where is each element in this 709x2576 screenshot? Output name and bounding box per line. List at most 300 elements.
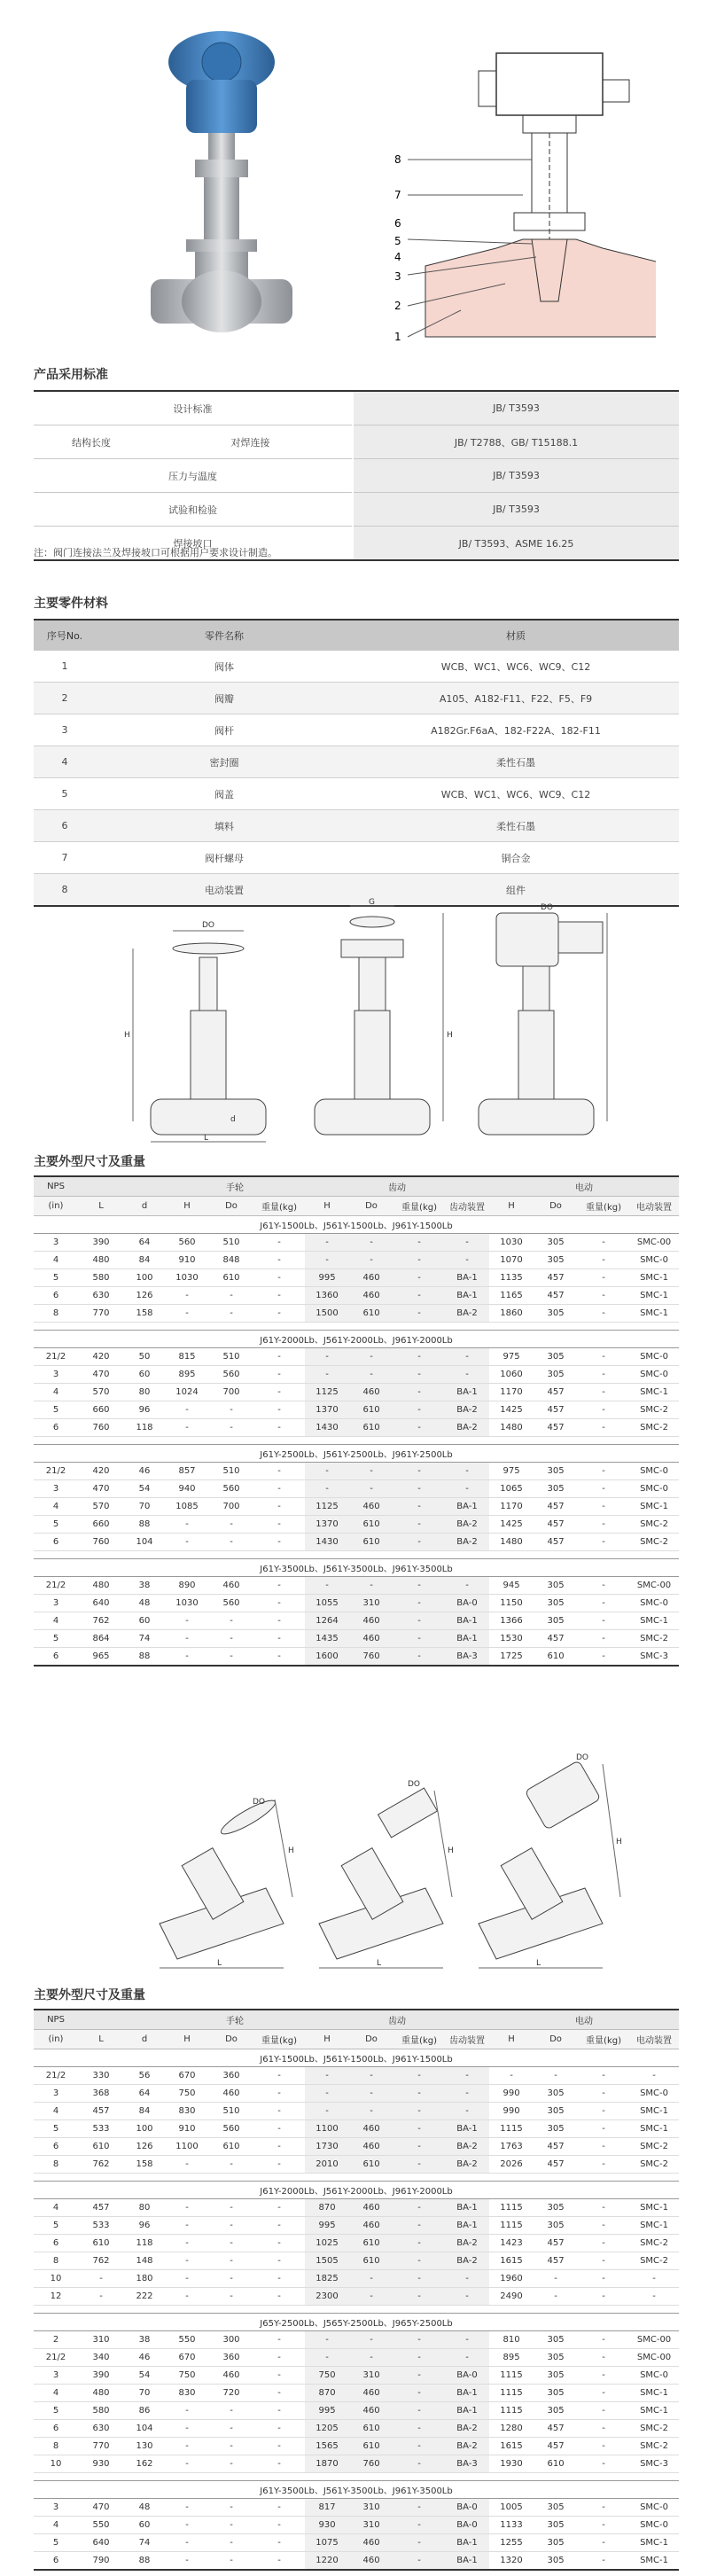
dims-cell: 1205 [305, 2420, 349, 2438]
dims-cell: 1320 [489, 2552, 534, 2571]
dims-cell: 480 [78, 1577, 124, 1595]
dims-cell: 305 [534, 1348, 578, 1366]
dims-cell: - [209, 2270, 253, 2288]
dims-cell: 610 [78, 2235, 124, 2252]
dims-cell: - [253, 2438, 305, 2455]
diagram-label-4: 4 [394, 251, 401, 263]
dims-cell: 158 [124, 1305, 165, 1323]
dims-cell: 1423 [489, 2235, 534, 2252]
dims-cell: 895 [489, 2349, 534, 2367]
dims-cell: - [578, 1305, 629, 1323]
diagram-label-1: 1 [394, 331, 401, 343]
dims-header: H [165, 1197, 209, 1216]
dims-cell: - [629, 2288, 679, 2306]
dims-cell: 460 [349, 2217, 393, 2235]
dims-cell: - [253, 1305, 305, 1323]
dims-cell: BA-2 [445, 1305, 489, 1323]
materials-row [34, 842, 679, 874]
dims-cell: SMC-0 [629, 1595, 679, 1612]
dims-cell: 610 [349, 2420, 393, 2438]
materials-header: 材质 [353, 620, 679, 651]
dims-cell: - [253, 2385, 305, 2402]
dims-cell: - [393, 2534, 445, 2552]
dims-cell: 4 [34, 1498, 78, 1516]
dims-header: 重量(kg) [253, 2030, 305, 2049]
dims-cell: 457 [534, 2156, 578, 2174]
dims-cell: 48 [124, 2499, 165, 2517]
dims-row [34, 2499, 679, 2517]
dims-cell: - [253, 2420, 305, 2438]
dims-cell: - [578, 1595, 629, 1612]
dims-row [34, 2252, 679, 2270]
dims-cell: - [445, 1348, 489, 1366]
dims-cell: 305 [534, 2517, 578, 2534]
dims-cell: 10 [34, 2455, 78, 2473]
dims-cell: 100 [124, 2120, 165, 2138]
dims-cell: - [253, 2402, 305, 2420]
dims-cell: 890 [165, 1577, 209, 1595]
materials-cell: A182Gr.F6aA、182-F22A、182-F11 [353, 714, 679, 746]
dims1-title: 主要外型尺寸及重量 [34, 1155, 145, 1169]
dims-cell: - [629, 2270, 679, 2288]
dims-cell: 2300 [305, 2288, 349, 2306]
dims-cell: 310 [78, 2331, 124, 2349]
dims-gap-row [34, 2473, 679, 2481]
dims-cell: BA-0 [445, 2499, 489, 2517]
standards-value: JB/ T3593、ASME 16.25 [353, 527, 679, 561]
dims-cell: - [253, 1498, 305, 1516]
dims-row [34, 2138, 679, 2156]
dims-cell: - [578, 1648, 629, 1667]
dims-row [34, 1480, 679, 1498]
dims-cell: BA-2 [445, 2235, 489, 2252]
standards-row [34, 391, 679, 425]
dims-row [34, 1234, 679, 1252]
standards-label: 压力与温度 [34, 459, 353, 493]
dims-cell: 460 [349, 2552, 393, 2571]
standards-value: JB/ T2788、GB/ T15188.1 [353, 425, 679, 459]
dims-cell: 750 [165, 2367, 209, 2385]
dims-cell: 1430 [305, 1534, 349, 1551]
dims-header: (in) [34, 1197, 78, 1216]
dims-cell: 1115 [489, 2199, 534, 2217]
dims-cell: 305 [534, 2349, 578, 2367]
dims-cell: - [578, 1366, 629, 1384]
dims-cell: - [305, 1463, 349, 1480]
y-label-h1: H [288, 1846, 294, 1855]
dims-gap-row [34, 2306, 679, 2314]
materials-row [34, 683, 679, 714]
dims-cell: - [165, 2517, 209, 2534]
dims-cell: BA-2 [445, 2438, 489, 2455]
dims-cell: 470 [78, 1480, 124, 1498]
dims-cell: 460 [349, 1612, 393, 1630]
dims-cell: - [534, 2288, 578, 2306]
dims-cell: 118 [124, 1419, 165, 1437]
dims-cell: 770 [78, 1305, 124, 1323]
dims-cell: BA-1 [445, 1269, 489, 1287]
materials-cell: 阀杆 [96, 714, 353, 746]
dims-cell: SMC-2 [629, 1419, 679, 1437]
dims-group-header-row [34, 1176, 679, 1197]
dims-cell: 6 [34, 1648, 78, 1667]
dims-cell: - [445, 2103, 489, 2120]
dims-cell: SMC-0 [629, 2499, 679, 2517]
dims-cell: SMC-00 [629, 2349, 679, 2367]
dims-cell: 510 [209, 1348, 253, 1366]
dims-cell: 460 [349, 2385, 393, 2402]
dims-cell: 1360 [305, 1287, 349, 1305]
dims-gap-row [34, 1323, 679, 1331]
dims-cell: - [253, 2156, 305, 2174]
standards-table [34, 390, 679, 561]
dims-cell: - [393, 1305, 445, 1323]
materials-cell: 组件 [353, 874, 679, 907]
dims-cell: BA-1 [445, 1612, 489, 1630]
dims-cell: BA-1 [445, 2120, 489, 2138]
dims-cell: 3 [34, 1366, 78, 1384]
dims-cell: - [578, 1419, 629, 1437]
dims-cell: - [578, 2552, 629, 2571]
dims-cell: - [578, 1269, 629, 1287]
dims-cell: 5 [34, 1516, 78, 1534]
dims-cell: 1150 [489, 1595, 534, 1612]
dims-cell: SMC-2 [629, 2156, 679, 2174]
dims-cell: - [209, 2420, 253, 2438]
dims-cell: - [253, 2138, 305, 2156]
dims-cell: 310 [349, 2499, 393, 2517]
dims-row [34, 2288, 679, 2306]
dims-cell: - [393, 1401, 445, 1419]
dims-cell: - [253, 2103, 305, 2120]
dims-cell: SMC-1 [629, 1305, 679, 1323]
dims-cell: 305 [534, 2385, 578, 2402]
dims-cell: - [253, 2455, 305, 2473]
dims-cell: 460 [349, 1269, 393, 1287]
dims-cell: 1480 [489, 1419, 534, 1437]
dims-cell: - [393, 2499, 445, 2517]
dims-cell: 930 [305, 2517, 349, 2534]
dims-row [34, 2199, 679, 2217]
dims-cell: 180 [124, 2270, 165, 2288]
mid-label-h2: H [447, 1031, 453, 1040]
dims-cell: 810 [489, 2331, 534, 2349]
dims-header: L [78, 1197, 124, 1216]
dims-cell: - [253, 2349, 305, 2367]
dims-cell: 74 [124, 1630, 165, 1648]
dims-cell: - [578, 1498, 629, 1516]
dims-cell: - [393, 1287, 445, 1305]
dims-cell: 1860 [489, 1305, 534, 1323]
dims-cell: - [165, 2455, 209, 2473]
dims-cell: - [629, 2067, 679, 2085]
dims-cell: - [393, 2455, 445, 2473]
dims-cell: 1025 [305, 2235, 349, 2252]
dims-cell: - [445, 1463, 489, 1480]
dims-cell: 305 [534, 1463, 578, 1480]
dims-cell: 610 [349, 1305, 393, 1323]
dims-cell: - [578, 1480, 629, 1498]
dims-cell: 610 [209, 1269, 253, 1287]
dims-cell: - [165, 1612, 209, 1630]
dims-cell: 700 [209, 1384, 253, 1401]
dims-cell: - [393, 1419, 445, 1437]
dims-cell: 74 [124, 2534, 165, 2552]
dims-cell: - [253, 2331, 305, 2349]
dims-cell: SMC-1 [629, 2552, 679, 2571]
dims-cell: 6 [34, 1534, 78, 1551]
dims-group-header: NPS [34, 1176, 78, 1197]
dims-cell: 610 [349, 1401, 393, 1419]
dims-cell: 54 [124, 1480, 165, 1498]
dims-cell: 1370 [305, 1401, 349, 1419]
dims-cell: 21/2 [34, 1463, 78, 1480]
dims-group-header: 齿动 [305, 1176, 489, 1197]
dims-group-header [124, 2010, 165, 2030]
dims-cell: 857 [165, 1463, 209, 1480]
dims-row [34, 1498, 679, 1516]
dims-cell: - [489, 2067, 534, 2085]
dims-cell: 305 [534, 2120, 578, 2138]
dims-cell: SMC-1 [629, 2103, 679, 2120]
dims-cell: - [578, 2331, 629, 2349]
dims-cell: - [165, 2217, 209, 2235]
dims-cell: 84 [124, 2103, 165, 2120]
dims-cell: 560 [165, 1234, 209, 1252]
dims-cell: 457 [534, 1498, 578, 1516]
dims-header: 重量(kg) [578, 1197, 629, 1216]
materials-cell: 4 [34, 746, 96, 778]
materials-cell: 3 [34, 714, 96, 746]
dims-cell: 762 [78, 1612, 124, 1630]
dims-cell: BA-1 [445, 2534, 489, 2552]
dims-cell: 162 [124, 2455, 165, 2473]
materials-cell: 2 [34, 683, 96, 714]
materials-cell: 阀盖 [96, 778, 353, 810]
dims-cell: - [393, 2252, 445, 2270]
dims-cell: 5 [34, 2217, 78, 2235]
standards-label: 设计标准 [34, 391, 353, 425]
dims-cell: BA-2 [445, 1534, 489, 1551]
materials-cell: WCB、WC1、WC6、WC9、C12 [353, 651, 679, 683]
dims-cell: 670 [165, 2349, 209, 2367]
dims-cell: SMC-00 [629, 1234, 679, 1252]
dims-cell: 610 [349, 2438, 393, 2455]
dims-cell: 6 [34, 2420, 78, 2438]
dims-cell: 305 [534, 1234, 578, 1252]
dims-cell: 96 [124, 2217, 165, 2235]
dims-cell: 457 [534, 2438, 578, 2455]
dims-cell: 21/2 [34, 1577, 78, 1595]
dims-gap-row [34, 1437, 679, 1445]
dims-row [34, 2103, 679, 2120]
dims-cell: - [253, 1516, 305, 1534]
dims-series-label: J61Y-1500Lb、J561Y-1500Lb、J961Y-1500Lb [34, 1216, 679, 1234]
dims-cell: - [393, 2217, 445, 2235]
dims-cell: 610 [209, 2138, 253, 2156]
dims-cell: 305 [534, 1252, 578, 1269]
dims-header: H [489, 1197, 534, 1216]
dims-cell: - [393, 1384, 445, 1401]
dims-cell: BA-0 [445, 2367, 489, 2385]
mid-label-l: L [204, 1134, 209, 1143]
dims-cell: - [393, 2156, 445, 2174]
dims-cell: - [578, 2138, 629, 2156]
dims-cell: 340 [78, 2349, 124, 2367]
dims-series-row [34, 2314, 679, 2331]
dims-cell: - [165, 2499, 209, 2517]
dims-cell: 360 [209, 2349, 253, 2367]
dims-row [34, 1366, 679, 1384]
materials-header: 序号No. [34, 620, 96, 651]
mid-label-do: DO [202, 921, 215, 930]
dims-cell: 4 [34, 2385, 78, 2402]
dims-cell: 21/2 [34, 2067, 78, 2085]
dims-row [34, 2455, 679, 2473]
dims-cell: 6 [34, 2552, 78, 2571]
dims-row [34, 1612, 679, 1630]
dims-cell: 1100 [305, 2120, 349, 2138]
dims-cell: - [253, 1287, 305, 1305]
dims-cell: - [349, 2270, 393, 2288]
dims-cell: - [578, 1252, 629, 1269]
dims-cell: - [393, 1630, 445, 1648]
dims-cell: - [578, 2420, 629, 2438]
dims-cell: - [349, 1463, 393, 1480]
materials-cell: 阀杆螺母 [96, 842, 353, 874]
dims-group-header-row [34, 2010, 679, 2030]
dims-cell: - [393, 1534, 445, 1551]
dims-cell: 460 [349, 1384, 393, 1401]
dims-cell: - [253, 2534, 305, 2552]
dims-cell: 457 [78, 2199, 124, 2217]
dims-cell: - [305, 2349, 349, 2367]
dims-cell: - [393, 1498, 445, 1516]
dims-cell: 4 [34, 2517, 78, 2534]
materials-cell: 8 [34, 874, 96, 907]
dims-cell: - [209, 2534, 253, 2552]
dims-cell: 533 [78, 2217, 124, 2235]
dims-cell: - [253, 1401, 305, 1419]
dims-row [34, 2270, 679, 2288]
dims-cell: 640 [78, 2534, 124, 2552]
dims-cell: 1115 [489, 2217, 534, 2235]
dims-cell: 420 [78, 1348, 124, 1366]
dims-cell: 100 [124, 1269, 165, 1287]
dims-cell: - [209, 1612, 253, 1630]
dims-cell: - [349, 1577, 393, 1595]
dims-cell: 126 [124, 2138, 165, 2156]
dims-cell: BA-3 [445, 1648, 489, 1667]
dims-cell: 817 [305, 2499, 349, 2517]
dims-cell: - [578, 2067, 629, 2085]
dims-cell: - [165, 1401, 209, 1419]
dims-cell: 460 [349, 1498, 393, 1516]
dims-cell: - [445, 1480, 489, 1498]
dims-cell: - [578, 1612, 629, 1630]
dims-cell: 510 [209, 2103, 253, 2120]
dims-cell: SMC-2 [629, 1401, 679, 1419]
dims-cell: BA-2 [445, 1401, 489, 1419]
dims-series-label: J61Y-2000Lb、J561Y-2000Lb、J961Y-2000Lb [34, 2182, 679, 2199]
dims-cell: - [393, 2235, 445, 2252]
dims-cell: 1030 [165, 1269, 209, 1287]
dims-cell: - [165, 2199, 209, 2217]
dims-row [34, 1419, 679, 1437]
dims-cell: - [393, 1269, 445, 1287]
dims-header: Do [349, 1197, 393, 1216]
dims-cell: 457 [534, 1401, 578, 1419]
dims-row [34, 1287, 679, 1305]
materials-table [34, 619, 679, 907]
dims-cell: SMC-0 [629, 1463, 679, 1480]
valve-photo [133, 27, 310, 346]
dims-cell: 222 [124, 2288, 165, 2306]
dims-cell: - [209, 2217, 253, 2235]
dims-cell: - [393, 1252, 445, 1269]
dims-cell: 8 [34, 2252, 78, 2270]
dims-cell: 457 [534, 1287, 578, 1305]
dims-cell: 1425 [489, 1401, 534, 1419]
dims-row [34, 1384, 679, 1401]
dims-cell: 70 [124, 2385, 165, 2402]
dims-row [34, 2235, 679, 2252]
dims-cell: 1115 [489, 2402, 534, 2420]
dims-cell: 570 [78, 1498, 124, 1516]
dims-cell: - [165, 2270, 209, 2288]
standards-row [34, 493, 679, 527]
dims-cell: - [349, 2103, 393, 2120]
dims-cell: - [253, 2288, 305, 2306]
dims-cell: - [578, 1463, 629, 1480]
dims-cell: SMC-0 [629, 1348, 679, 1366]
dims-cell: 158 [124, 2156, 165, 2174]
dims-cell: - [165, 2402, 209, 2420]
dims-cell: - [578, 1516, 629, 1534]
dims-cell: 610 [349, 1419, 393, 1437]
dims-cell: 750 [165, 2085, 209, 2103]
dims-cell: - [393, 2138, 445, 2156]
materials-cell: 电动装置 [96, 874, 353, 907]
dims-cell: - [445, 2067, 489, 2085]
dims-cell: 550 [165, 2331, 209, 2349]
dims-cell: 5 [34, 1269, 78, 1287]
dims-series-row [34, 2182, 679, 2199]
y-label-h3: H [616, 1838, 622, 1846]
dims-cell: 864 [78, 1630, 124, 1648]
dims-cell: 910 [165, 1252, 209, 1269]
dims-cell: - [578, 2499, 629, 2517]
dims-cell: - [393, 2331, 445, 2349]
dims-cell: BA-2 [445, 2252, 489, 2270]
dims-cell: SMC-1 [629, 2120, 679, 2138]
dims-cell: 550 [78, 2517, 124, 2534]
dims-cell: SMC-00 [629, 2331, 679, 2349]
dims-cell: 1370 [305, 1516, 349, 1534]
dims-cell: - [165, 1648, 209, 1667]
dims-cell: 104 [124, 1534, 165, 1551]
dims-cell: 460 [349, 1287, 393, 1305]
dims-cell: - [393, 1577, 445, 1595]
dims-cell: 1220 [305, 2552, 349, 2571]
dims-cell: 1115 [489, 2367, 534, 2385]
dims-cell: - [349, 2331, 393, 2349]
dims-cell: - [578, 2402, 629, 2420]
dims-cell: 88 [124, 2552, 165, 2571]
dims-cell: - [209, 1534, 253, 1551]
materials-cell: 填料 [96, 810, 353, 842]
dims-cell: - [165, 2534, 209, 2552]
